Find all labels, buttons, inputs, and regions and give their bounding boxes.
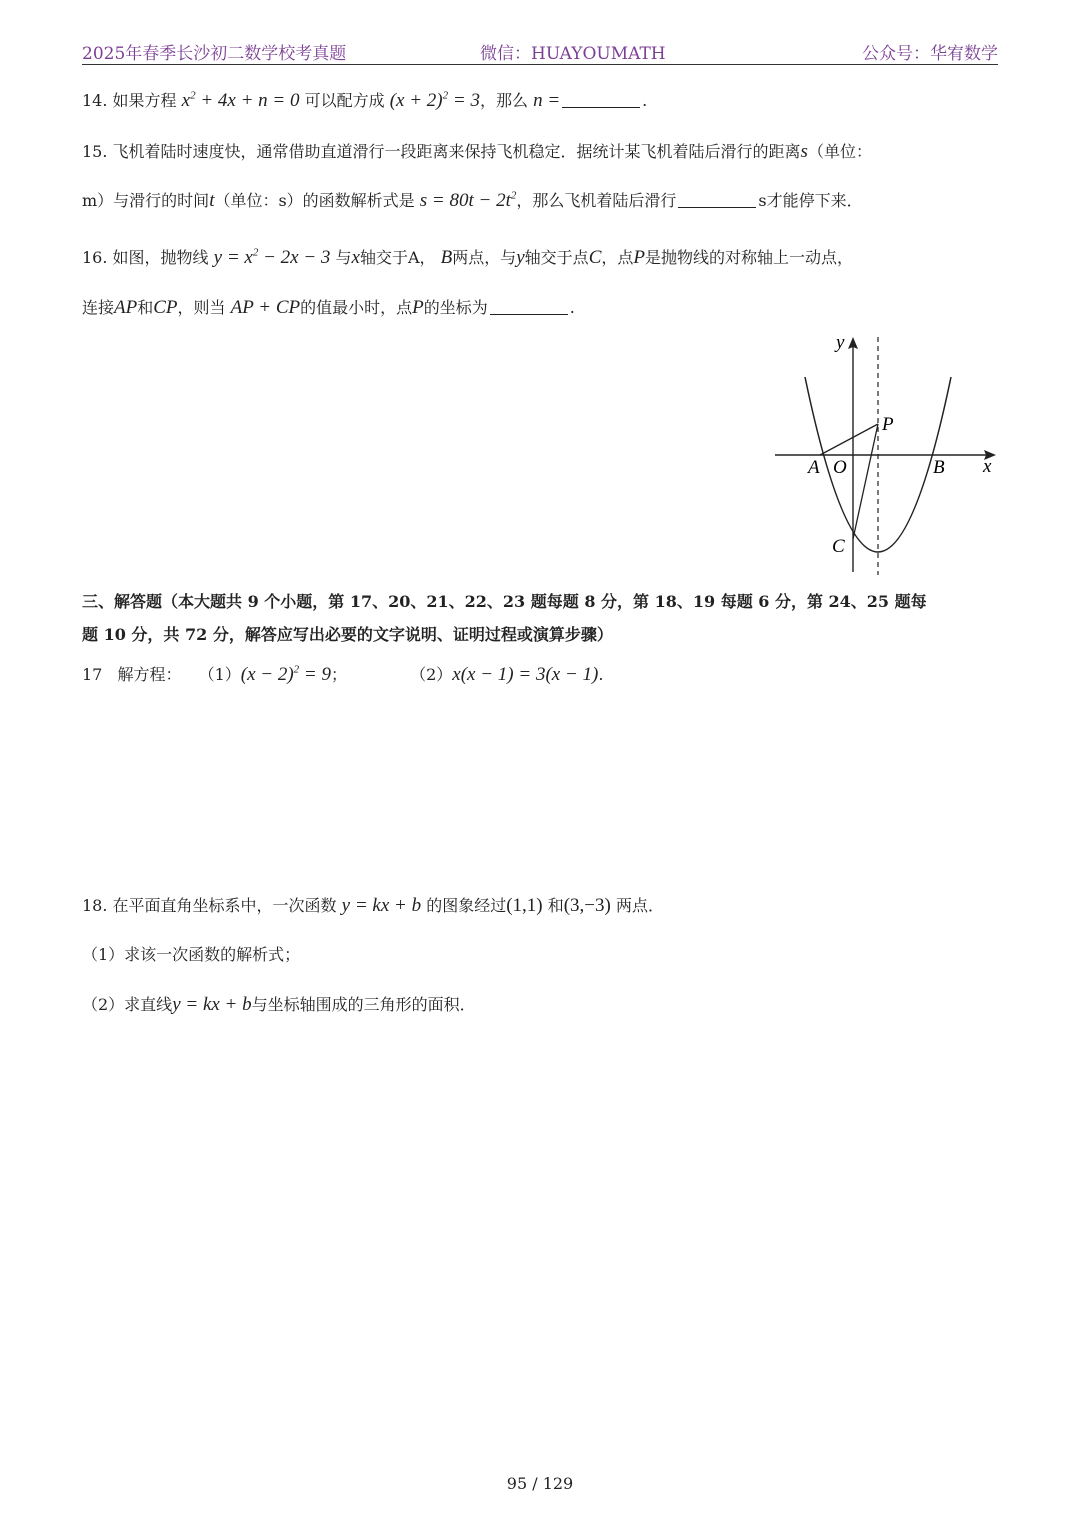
page-header — [82, 36, 998, 65]
q16-parabola-equation: $y = x^2 - 2x - 3$ — [213, 246, 331, 268]
question-18: 18. 在平面直角坐标系中，一次函数 y = kx + b 的图象经过(1,1) 和(3,−3) 两点． — [82, 895, 664, 916]
q14-completed-square: $(x + 2)^2 = 3$ — [389, 89, 480, 111]
question-15: 15. 飞机着陆时速度快，通常借助直道滑行一段距离来保持飞机稳定．据统计某飞机着陆后滑行的距离s（单位： — [82, 141, 872, 162]
section-3-heading-line2: 题 10 分，共 72 分，解答应写出必要的文字说明、证明过程或演算步骤） — [82, 625, 613, 644]
question-15-line2: m）与滑行的时间t（单位：s）的函数解析式是 $s = 80t - 2t^2$，那么飞机着陆后滑行 s才能停下来． — [82, 189, 863, 211]
label-y: y — [836, 332, 845, 353]
q18-linear-function: y = kx + b — [341, 895, 422, 916]
segment-CP — [853, 424, 878, 539]
q14-equation: $x^2 + 4x + n = 0$ — [181, 89, 300, 111]
question-18-part2: （2）求直线y = kx + b与坐标轴围成的三角形的面积． — [82, 994, 476, 1015]
label-O: O — [833, 457, 847, 478]
question-16: 16. 如图，抛物线 $y = x^2 - 2x - 3$ 与x轴交于A， B两点，与y轴交于点C，点P是抛物线的对称轴上一动点， — [82, 246, 854, 268]
q18-number: 18. — [82, 896, 108, 915]
segment-AP — [820, 424, 878, 455]
q17-equation-1: $(x - 2)^2 = 9$ — [240, 663, 331, 685]
section-3-heading: 三、解答题（本大题共 9 个小题，第 17、20、21、22、23 题每题 8 分，第 18、19 每题 6 分，第 24、25 题每 — [82, 592, 927, 611]
label-x: x — [983, 456, 992, 477]
q14-text: 如果方程 — [112, 91, 177, 110]
answer-blank[interactable] — [562, 91, 640, 108]
page-number: 95 / 129 — [506, 1474, 574, 1493]
label-A: A — [808, 457, 820, 478]
question-17: 17 解方程： $(1)(x - 2)^2 = 9$； （2）x(x − 1) = 3(x − 1). — [82, 663, 604, 685]
label-P: P — [882, 414, 894, 435]
parabola-figure — [770, 332, 1000, 577]
question-16-line2: 连接AP和CP，则当 AP + CP的值最小时，点P的坐标为 . — [82, 297, 575, 318]
header-wechat: 微信：HUAYOUMATH — [480, 44, 666, 64]
header-title: 2025年春季长沙初二数学校考真题 — [82, 44, 347, 64]
answer-blank[interactable] — [678, 191, 756, 208]
header-account: 公众号：华宥数学 — [862, 44, 998, 64]
label-B: B — [933, 457, 945, 478]
answer-blank[interactable] — [490, 298, 568, 315]
q15-equation: $s = 80t - 2t^2$ — [419, 189, 517, 211]
label-C: C — [832, 536, 845, 557]
q14-number: 14. — [82, 91, 108, 110]
question-14: 14. 如果方程 $x^2 + 4x + n = 0$ 可以配方成 $(x + 2)^2 = 3$，那么 n = . — [82, 89, 648, 111]
question-18-part1: （1）求该一次函数的解析式； — [82, 945, 301, 964]
q17-equation-2: x(x − 1) = 3(x − 1) — [452, 664, 599, 685]
q17-number: 17 — [82, 665, 103, 684]
